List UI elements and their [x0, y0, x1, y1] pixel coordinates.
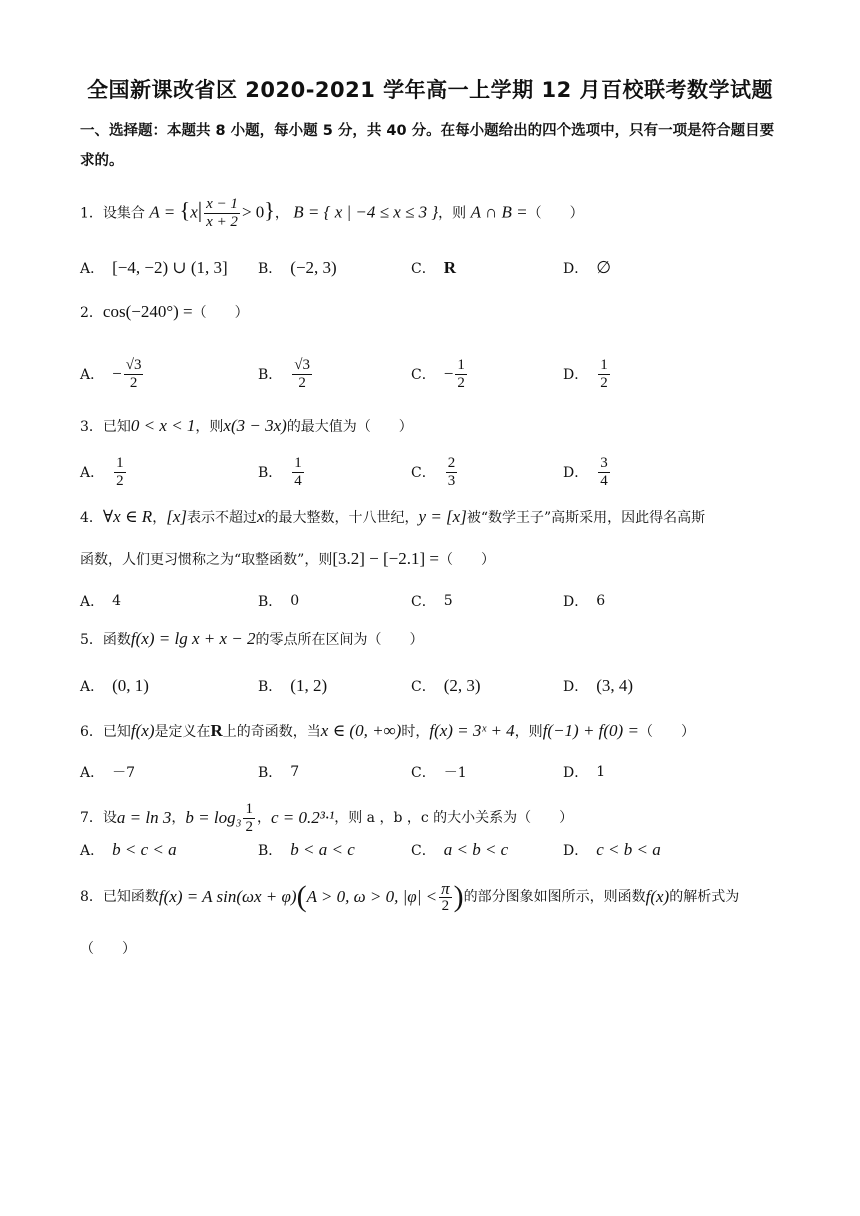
option-c[interactable]: C． − $\frac{1}{2}$ — [411, 356, 465, 391]
fraction: $\frac{1}{2}$ — [116, 454, 124, 489]
option-a[interactable]: A． 4 — [80, 593, 122, 610]
question-4-line-1: 4．∀x ∈ R，[x]表示不超过x的最大整数，十八世纪，y = [x]被“数学王子”高斯采用，因此得名高斯 — [80, 507, 706, 526]
option-d[interactable]: D． ∅ — [563, 258, 612, 277]
question-8-answer-blank: （ ） — [80, 941, 136, 957]
section-heading-line-2: 求的。 — [80, 153, 124, 169]
question-number: 8． — [80, 889, 103, 905]
bar: | — [197, 197, 203, 223]
option-d[interactable]: D． $\frac{3}{4}$ — [563, 454, 608, 489]
question-1-options — [80, 248, 785, 288]
answer-blank: （ ） — [527, 205, 584, 222]
option-a[interactable]: A． －7 — [80, 765, 136, 781]
question-number: 3． — [80, 419, 103, 435]
fraction: $\frac{√3}{2}$ — [125, 356, 142, 391]
section-heading — [80, 116, 785, 176]
fraction: $\frac{3}{4}$ — [600, 454, 608, 489]
fraction: $\frac{1}{2}$ — [245, 800, 253, 835]
option-c[interactable]: C． －1 — [411, 765, 467, 781]
option-d[interactable]: D． (3, 4) — [563, 676, 634, 695]
question-1: 1．设集合 A = {x| $\frac{x - 1}{x + 2}$ > 0}， B = { x | −4 ≤ x ≤ 3 }，则 A ∩ B =（ ） — [80, 196, 584, 230]
math-expression: f(x) = lg x + x − 2 — [130, 629, 256, 648]
question-7: 7． 设 a = ln 3 ， b = log₃ $\frac{1}{2}$ ， c = 0.2³·¹ ，则 a ，b ，c 的大小关系为 （ ） — [80, 800, 574, 835]
option-b[interactable]: B． 7 — [258, 764, 300, 781]
fraction: $\frac{1}{4}$ — [294, 454, 302, 489]
question-2 — [80, 301, 785, 324]
option-a[interactable]: A． $\frac{1}{2}$ — [80, 454, 124, 489]
option-d[interactable]: D． 6 — [563, 593, 606, 610]
fraction: $\frac{√3}{2}$ — [294, 356, 311, 391]
fraction: $\frac{1}{2}$ — [600, 356, 608, 391]
section-heading-line-1: 一、选择题：本题共 8 小题，每小题 5 分，共 40 分。在每小题给出的四个选项中，只有一项是符合题目要 — [80, 123, 775, 139]
option-d[interactable]: D． 1 — [563, 764, 606, 781]
option-a[interactable]: A． (0, 1) — [80, 676, 149, 695]
math-intersection: A ∩ B = — [470, 202, 528, 222]
answer-blank: （ ） — [517, 810, 574, 826]
math-condition: 0 < x < 1 — [130, 416, 196, 435]
brace-close: } — [264, 197, 275, 223]
answer-blank: （ ） — [356, 419, 413, 435]
option-c[interactable]: C． R — [411, 258, 456, 277]
option-b[interactable]: B． (−2, 3) — [258, 258, 337, 277]
question-5-options — [80, 666, 785, 706]
question-2-options — [80, 350, 785, 398]
fraction: $\frac{1}{2}$ — [457, 356, 465, 391]
fraction: $\frac{2}{3}$ — [447, 454, 456, 489]
math-expression: [3.2] − [−2.1] = — [332, 549, 439, 568]
math-tail: > 0 — [241, 202, 265, 222]
question-6: 6．已知f(x)是定义在R上的奇函数，当x ∈ (0, +∞)时，f(x) = 3ˣ + 4，则f(−1) + f(0) =（ ） — [80, 721, 695, 740]
answer-blank: （ ） — [367, 632, 424, 648]
math-set-a: A = — [149, 202, 176, 222]
question-3: 3．已知0 < x < 1，则x(3 − 3x)的最大值为（ ） — [80, 416, 413, 435]
question-6-options — [80, 752, 785, 792]
fraction: $\frac{\pi}{2}$ — [441, 878, 450, 914]
question-number: 4． — [80, 510, 103, 526]
math-expression: cos(−240°) = — [102, 302, 193, 321]
answer-blank: （ ） — [439, 552, 495, 568]
question-8: 8． 已知函数 f(x) = A sin(ωx + φ) ( A > 0, ω > 0, |φ| < $\frac{\pi}{2}$ ) 的部分图象如图所示，则函数 f(x) 的解析式为 — [80, 878, 740, 914]
option-c[interactable]: C． a < b < c — [411, 840, 509, 859]
option-c[interactable]: C． (2, 3) — [411, 676, 481, 695]
option-b[interactable]: B． 0 — [258, 593, 300, 610]
math-expression: f(x) = A sin(ωx + φ) — [158, 887, 297, 906]
option-a[interactable]: A． [−4, −2) ∪ (1, 3] — [80, 258, 228, 277]
option-b[interactable]: B． $\frac{√3}{2}$ — [258, 356, 311, 391]
question-number: 7． — [80, 810, 103, 826]
math-expression: x(3 − 3x) — [223, 416, 287, 435]
option-c[interactable]: C． $\frac{2}{3}$ — [411, 454, 456, 489]
question-5: 5．函数f(x) = lg x + x − 2的零点所在区间为（ ） — [80, 629, 424, 648]
option-a[interactable]: A． − $\frac{√3}{2}$ — [80, 356, 142, 391]
answer-blank: （ ） — [638, 724, 695, 740]
option-b[interactable]: B． b < a < c — [258, 840, 355, 859]
math-var: x — [190, 202, 198, 222]
question-number: 2． — [80, 305, 103, 321]
option-a[interactable]: A． b < c < a — [80, 840, 177, 859]
option-b[interactable]: B． $\frac{1}{4}$ — [258, 454, 302, 489]
fraction: $\frac{x - 1}{x + 2}$ — [206, 196, 238, 230]
option-c[interactable]: C． 5 — [411, 593, 453, 610]
question-number: 1． — [80, 205, 103, 222]
question-number: 5． — [80, 632, 103, 648]
question-4-line-2: 函数，人们更习惯称之为“取整函数”，则[3.2] − [−2.1] =（ ） — [80, 549, 495, 568]
question-7-options — [80, 830, 785, 870]
option-d[interactable]: D． $\frac{1}{2}$ — [563, 356, 608, 391]
brace-open: { — [179, 197, 191, 223]
answer-blank: （ ） — [192, 305, 249, 321]
question-number: 6． — [80, 724, 103, 740]
option-b[interactable]: B． (1, 2) — [258, 676, 328, 695]
option-d[interactable]: D． c < b < a — [563, 840, 661, 859]
question-3-options — [80, 450, 785, 494]
question-text: 设集合 — [102, 205, 145, 222]
question-4-options — [80, 581, 785, 621]
page-title: 全国新课改省区 2020-2021 学年高一上学期 12 月百校联考数学试题 — [86, 78, 774, 102]
math-set-b: B = { x | −4 ≤ x ≤ 3 } — [293, 202, 439, 222]
